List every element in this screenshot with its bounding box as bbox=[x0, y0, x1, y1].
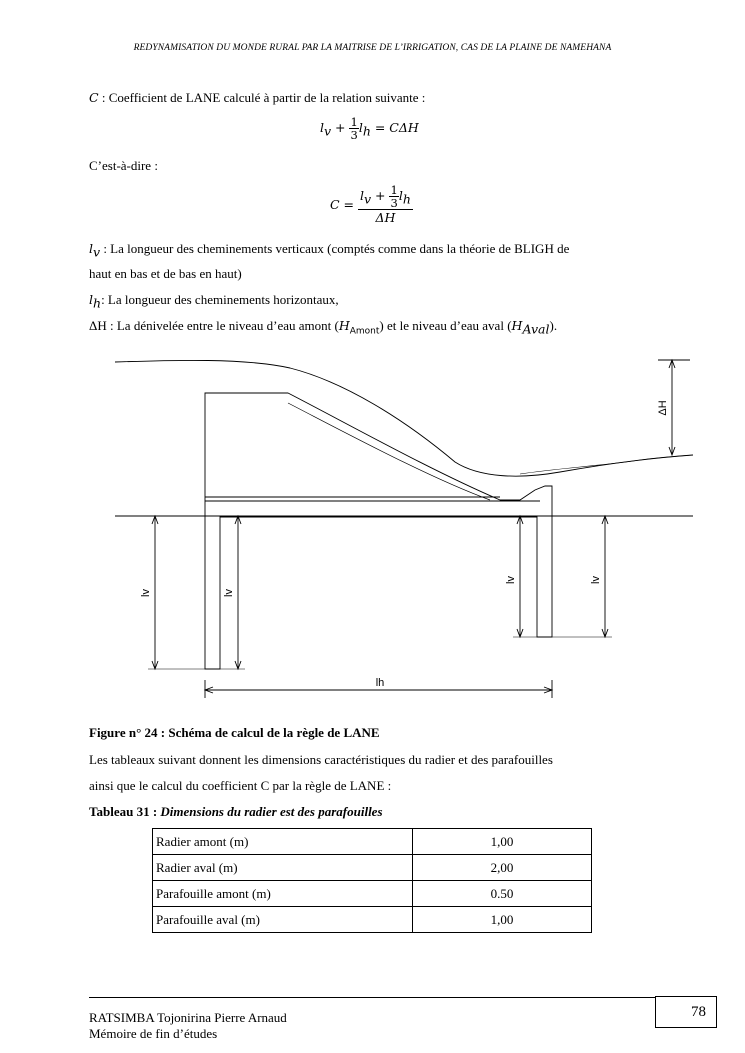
footer-divider bbox=[89, 997, 656, 998]
eq2-plus: + bbox=[371, 188, 390, 203]
table-cell-value: 2,00 bbox=[413, 855, 592, 881]
lh-sub: h bbox=[93, 295, 102, 311]
eq1-frac-den: 3 bbox=[350, 128, 358, 142]
eq1-frac-num: 1 bbox=[350, 115, 358, 129]
weir-body bbox=[205, 393, 552, 669]
lane-rule-diagram bbox=[0, 345, 745, 715]
lv-label-1: lv bbox=[140, 589, 152, 597]
table-cell-label: Radier aval (m) bbox=[153, 855, 413, 881]
equation-c bbox=[330, 184, 413, 225]
downstream-water-line bbox=[520, 455, 693, 474]
eq2-lhs: C = bbox=[330, 197, 358, 212]
h-amont-symbol: H bbox=[338, 318, 350, 333]
figure-caption: Figure n° 24 : Schéma de calcul de la règle de LANE bbox=[89, 725, 380, 740]
equation-lane bbox=[320, 116, 419, 141]
lv-label-2: lv bbox=[223, 589, 235, 597]
coefficient-definition bbox=[89, 90, 425, 106]
dimensions-table bbox=[152, 828, 592, 933]
upstream-water-surface bbox=[115, 360, 693, 476]
eq1-lh: l bbox=[358, 120, 363, 135]
eq2-fraction bbox=[358, 184, 413, 225]
body-line-2: ainsi que le calcul du coefficient C par la règle de LANE : bbox=[89, 778, 392, 793]
glacis-inner-line bbox=[288, 403, 490, 500]
lv-text: : La longueur des cheminements verticaux (comptés comme dans la théorie de BLIGH de bbox=[100, 241, 570, 256]
eq1-fraction bbox=[349, 116, 358, 141]
running-header: REDYNAMISATION DU MONDE RURAL PAR LA MAITRISE DE L’IRRIGATION, CAS DE LA PLAINE DE NAMEHANA bbox=[133, 43, 612, 53]
cest-a-dire: C’est-à-dire : bbox=[89, 158, 158, 173]
c-symbol: C bbox=[89, 90, 99, 105]
eq1-lh-sub: h bbox=[362, 123, 371, 139]
dh-label: ΔH bbox=[657, 400, 669, 416]
footer-subtitle: Mémoire de fin d’études bbox=[89, 1026, 218, 1041]
table-cell-label: Parafouille aval (m) bbox=[153, 907, 413, 933]
footer bbox=[89, 1010, 287, 1042]
table-caption-number: Tableau 31 : bbox=[89, 804, 161, 819]
dh-definition bbox=[89, 318, 557, 340]
table-cell-value: 1,00 bbox=[413, 829, 592, 855]
lh-definition bbox=[89, 292, 339, 312]
dh-text-1: ΔH : La dénivelée entre le niveau d’eau amont ( bbox=[89, 318, 339, 333]
table-caption bbox=[89, 804, 383, 820]
table-cell-value: 0.50 bbox=[413, 881, 592, 907]
h-amont-sub: Amont bbox=[349, 326, 380, 337]
lv-label-3: lv bbox=[505, 576, 517, 584]
table-cell-label: Radier amont (m) bbox=[153, 829, 413, 855]
lv-label-4: lv bbox=[590, 576, 602, 584]
table-cell-value: 1,00 bbox=[413, 907, 592, 933]
eq1-lv-sub: v bbox=[324, 123, 332, 139]
dh-text-3: ). bbox=[549, 318, 558, 333]
table-caption-title: Dimensions du radier est des parafouilles bbox=[160, 804, 383, 819]
page-number: 78 bbox=[655, 996, 717, 1028]
lv-definition bbox=[89, 241, 569, 261]
lv-symbol: l bbox=[89, 241, 93, 256]
footer-author: RATSIMBA Tojonirina Pierre Arnaud bbox=[89, 1010, 287, 1025]
table-row bbox=[153, 829, 592, 855]
body-line-1: Les tableaux suivant donnent les dimensions caractéristiques du radier et des parafouilles bbox=[89, 752, 553, 767]
eq2-small-fraction bbox=[389, 184, 398, 209]
eq2-small-num: 1 bbox=[390, 183, 398, 197]
eq2-denominator: ΔH bbox=[375, 210, 396, 225]
eq2-lh: l bbox=[398, 188, 403, 203]
dh-text-2: ) et le niveau d’eau aval ( bbox=[379, 318, 512, 333]
table-cell-label: Parafouille amont (m) bbox=[153, 881, 413, 907]
lh-symbol: l bbox=[89, 292, 93, 307]
eq1-lv: l bbox=[320, 120, 324, 135]
eq2-small-den: 3 bbox=[390, 196, 398, 210]
eq2-lv-sub: v bbox=[364, 191, 372, 207]
lv-definition-cont: haut en bas et de bas en haut) bbox=[89, 266, 242, 281]
eq2-lv: l bbox=[360, 188, 364, 203]
lh-label: lh bbox=[375, 677, 385, 689]
coefficient-text: : Coefficient de LANE calculé à partir de la relation suivante : bbox=[98, 90, 426, 105]
lv-sub: v bbox=[93, 244, 101, 260]
table-row bbox=[153, 855, 592, 881]
h-aval-sub: Aval bbox=[522, 321, 550, 337]
eq1-plus: + bbox=[331, 120, 350, 135]
table-row bbox=[153, 907, 592, 933]
h-aval-symbol: H bbox=[511, 318, 523, 333]
eq2-lh-sub: h bbox=[402, 191, 411, 207]
table-row bbox=[153, 881, 592, 907]
eq1-rhs: = CΔH bbox=[370, 120, 419, 135]
eq2-numerator bbox=[358, 184, 413, 210]
lh-text: : La longueur des cheminements horizontaux, bbox=[101, 292, 339, 307]
